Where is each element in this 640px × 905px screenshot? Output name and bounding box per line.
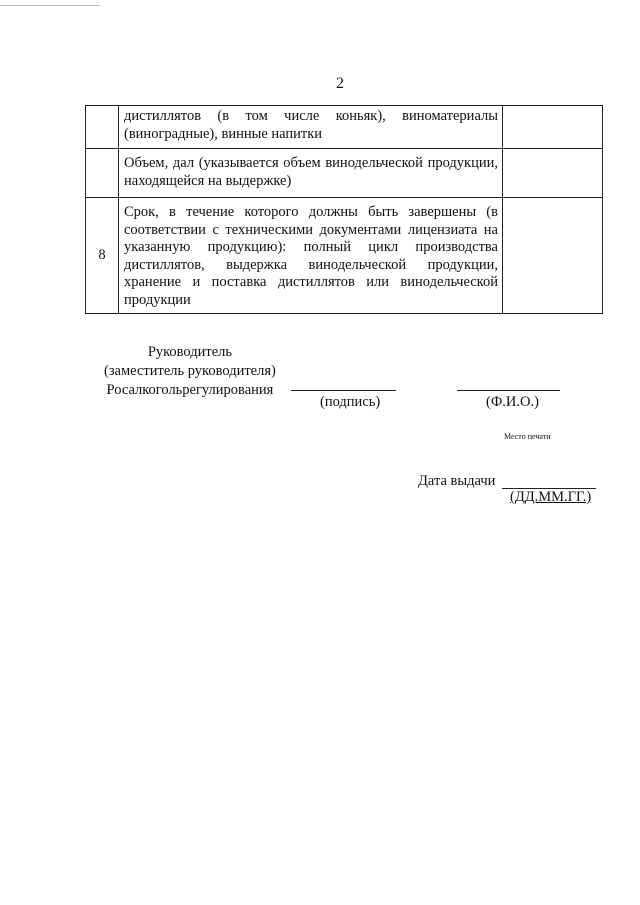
page-number: 2 (336, 75, 344, 92)
name-line (457, 390, 560, 391)
signature-caption: (подпись) (320, 394, 381, 410)
row-description-cell: Объем, дал (указывается объем винодельческой продукции, находящейся на выдержке) (119, 149, 503, 198)
table-row (86, 198, 603, 314)
name-caption: (Ф.И.О.) (486, 394, 539, 410)
license-table (85, 105, 603, 314)
top-edge-line (0, 5, 100, 6)
stamp-place-label: Место печати (504, 432, 551, 441)
issue-date-label: Дата выдачи (418, 473, 496, 489)
row-number-cell (86, 106, 119, 149)
signatory-line-3: Росалкогольрегулирования (106, 382, 274, 398)
table-row (86, 106, 603, 149)
row-number-cell: 8 (86, 198, 119, 314)
signatory-title (104, 343, 276, 400)
issue-date-format: (ДД.ММ.ГГ.) (510, 489, 592, 505)
table-row (86, 149, 603, 198)
row-value-cell (503, 106, 603, 149)
row-description-cell: Срок, в течение которого должны быть завершены (в соответствии с техническими документами лицензиата на указанную продукцию): полный цикл производства дистиллятов, выдержка винодельческой продукции, хранение и поставка дистиллятов или винодельческой продукции (119, 198, 503, 314)
row-value-cell (503, 198, 603, 314)
row-description-cell: дистиллятов (в том числе коньяк), виноматериалы (виноградные), винные напитки (119, 106, 503, 149)
row-value-cell (503, 149, 603, 198)
row-number-cell (86, 149, 119, 198)
signature-line (291, 390, 396, 391)
signatory-line-1: Руководитель (147, 344, 233, 360)
signatory-line-2: (заместитель руководителя) (104, 363, 276, 379)
